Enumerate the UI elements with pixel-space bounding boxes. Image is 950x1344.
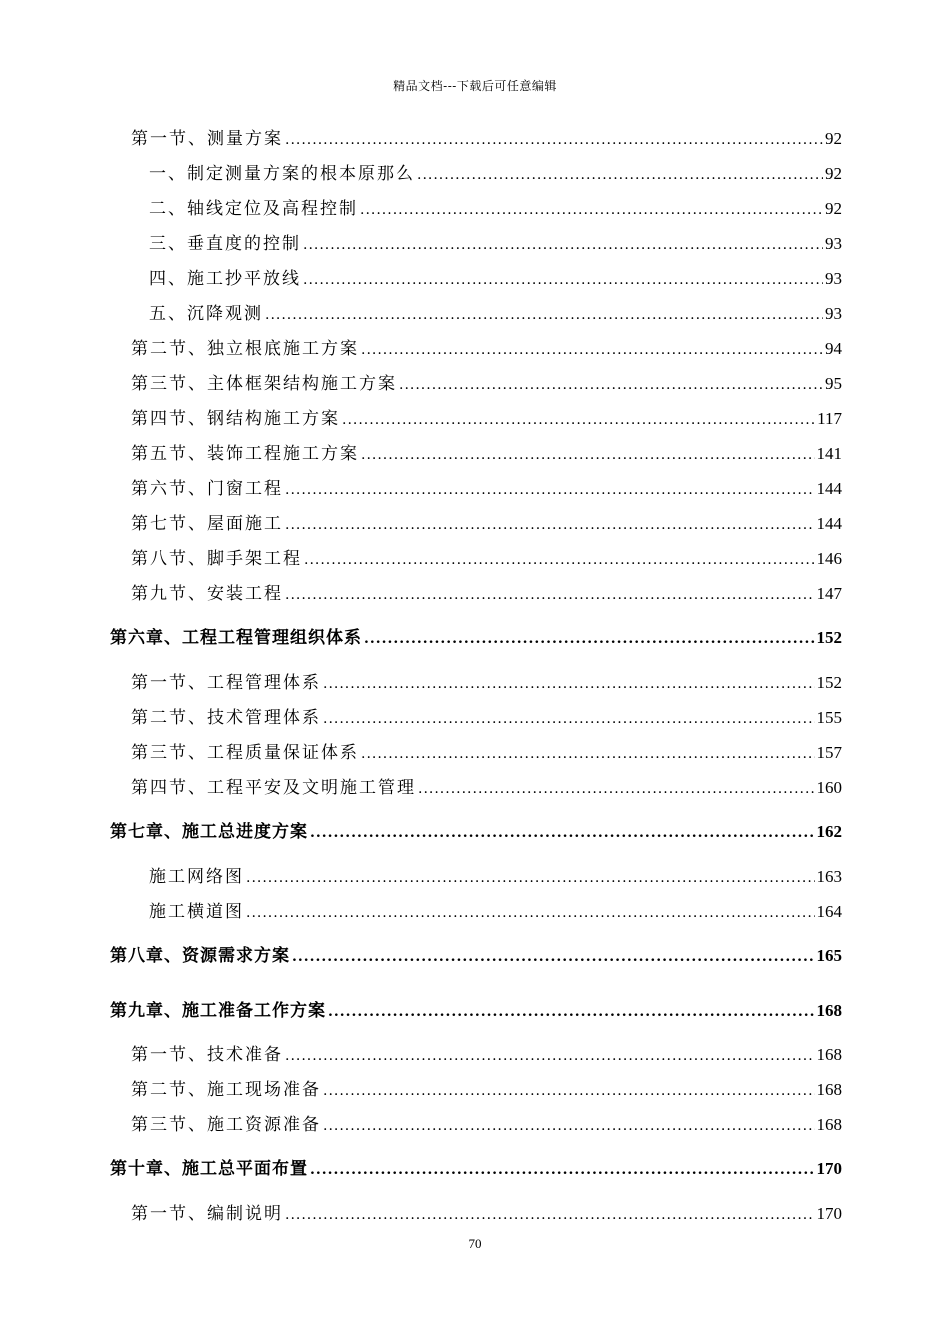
- toc-chapter-entry: [110, 1154, 842, 1179]
- toc-dot-leader: [285, 587, 815, 603]
- toc-entry-label: 第十章、施工总平面布置: [110, 1159, 308, 1179]
- toc-entry-label: 第三节、施工资源准备: [131, 1115, 321, 1135]
- toc-section-entry: [131, 509, 842, 534]
- toc-entry-label: 三、垂直度的控制: [149, 234, 301, 254]
- page-header: 精品文档---下载后可任意编辑: [393, 79, 557, 93]
- toc-entry-label: 第二节、独立根底施工方案: [131, 339, 359, 359]
- toc-dot-leader: [285, 1207, 815, 1223]
- toc-section-entry: [131, 703, 842, 728]
- toc-section-entry: [131, 1199, 842, 1224]
- toc-dot-leader: [310, 1162, 815, 1178]
- toc-entry-page-number: 152: [816, 628, 842, 647]
- toc-dot-leader: [310, 825, 815, 841]
- toc-dot-leader: [360, 202, 823, 218]
- toc-section-entry: [131, 544, 842, 569]
- toc-chapter-entry: [110, 941, 842, 966]
- toc-section-entry: [131, 439, 842, 464]
- toc-entry-label: 五、沉降观测: [149, 304, 263, 324]
- page-number: 70: [468, 1236, 482, 1251]
- toc-dot-leader: [304, 552, 815, 568]
- toc-section-entry: [131, 738, 842, 763]
- toc-entry-page-number: 95: [825, 374, 842, 393]
- toc-entry-label: 第二节、技术管理体系: [131, 708, 321, 728]
- toc-entry-page-number: 160: [816, 778, 842, 797]
- toc-dot-leader: [417, 167, 823, 183]
- toc-dot-leader: [361, 447, 815, 463]
- toc-chapter-entry: [110, 817, 842, 842]
- toc-dot-leader: [246, 870, 815, 886]
- toc-entry-page-number: 162: [816, 822, 842, 841]
- toc-dot-leader: [292, 949, 815, 965]
- toc-entry-page-number: 93: [825, 269, 842, 288]
- toc-entry-label: 第八节、脚手架工程: [131, 549, 302, 569]
- toc-entry-page-number: 168: [816, 1045, 842, 1064]
- toc-entry-page-number: 146: [816, 549, 842, 568]
- toc-dot-leader: [285, 132, 823, 148]
- toc-entry-page-number: 163: [816, 867, 842, 886]
- toc-entry-label: 第七章、施工总进度方案: [110, 822, 308, 842]
- toc-dot-leader: [285, 517, 815, 533]
- toc-dot-leader: [303, 237, 823, 253]
- toc-entry-label: 二、轴线定位及高程控制: [149, 199, 358, 219]
- toc-section-entry: [131, 124, 842, 149]
- toc-dot-leader: [418, 781, 815, 797]
- toc-dot-leader: [364, 631, 815, 647]
- toc-section-entry: [131, 579, 842, 604]
- toc-entry-page-number: 168: [816, 1001, 842, 1020]
- toc-entry-label: 第四节、钢结构施工方案: [131, 409, 340, 429]
- toc-entry-page-number: 152: [816, 673, 842, 692]
- toc-entry-page-number: 170: [816, 1204, 842, 1223]
- toc-entry-page-number: 117: [817, 409, 842, 428]
- toc-entry-page-number: 92: [825, 129, 842, 148]
- toc-entry-label: 第一节、技术准备: [131, 1045, 283, 1065]
- toc-entry-label: 第一节、工程管理体系: [131, 673, 321, 693]
- toc-dot-leader: [342, 412, 815, 428]
- toc-dot-leader: [323, 1083, 815, 1099]
- toc-dot-leader: [323, 1118, 815, 1134]
- toc-entry-page-number: 94: [825, 339, 842, 358]
- toc-entry-page-number: 157: [816, 743, 842, 762]
- toc-entry-label: 第一节、测量方案: [131, 129, 283, 149]
- toc-entry-label: 第二节、施工现场准备: [131, 1080, 321, 1100]
- toc-entry-label: 第四节、工程平安及文明施工管理: [131, 778, 416, 798]
- toc-entry-label: 第九章、施工准备工作方案: [110, 1001, 326, 1021]
- toc-section-entry: [131, 369, 842, 394]
- toc-dot-leader: [285, 482, 815, 498]
- toc-entry-page-number: 155: [816, 708, 842, 727]
- toc-entry-label: 第八章、资源需求方案: [110, 946, 290, 966]
- toc-dot-leader: [399, 377, 823, 393]
- toc-dot-leader: [361, 746, 815, 762]
- toc-entry-page-number: 93: [825, 304, 842, 323]
- toc-entry-label: 第九节、安装工程: [131, 584, 283, 604]
- toc-section-entry: [131, 668, 842, 693]
- toc-entry-page-number: 93: [825, 234, 842, 253]
- toc-entry-page-number: 170: [816, 1159, 842, 1178]
- toc-dot-leader: [323, 676, 815, 692]
- toc-dot-leader: [328, 1004, 815, 1020]
- toc-entry-page-number: 92: [825, 199, 842, 218]
- toc-item-entry: [149, 229, 842, 254]
- toc-section-entry: [131, 773, 842, 798]
- toc-dot-leader: [285, 1048, 815, 1064]
- toc-entry-page-number: 168: [816, 1115, 842, 1134]
- toc-dot-leader: [361, 342, 823, 358]
- toc-entry-label: 施工横道图: [149, 902, 244, 922]
- toc-item-entry: [149, 862, 842, 887]
- toc-entry-page-number: 165: [816, 946, 842, 965]
- toc-section-entry: [131, 1075, 842, 1100]
- toc-entry-page-number: 141: [816, 444, 842, 463]
- toc-section-entry: [131, 1040, 842, 1065]
- toc-item-entry: [149, 897, 842, 922]
- toc-chapter-entry: [110, 996, 842, 1021]
- toc-section-entry: [131, 404, 842, 429]
- toc-item-entry: [149, 264, 842, 289]
- toc-entry-page-number: 164: [816, 902, 842, 921]
- toc-section-entry: [131, 334, 842, 359]
- toc-dot-leader: [265, 307, 823, 323]
- toc-chapter-entry: [110, 623, 842, 648]
- toc-dot-leader: [303, 272, 823, 288]
- toc-item-entry: [149, 194, 842, 219]
- toc-entry-page-number: 144: [816, 479, 842, 498]
- toc-entry-page-number: 92: [825, 164, 842, 183]
- toc-entry-label: 第七节、屋面施工: [131, 514, 283, 534]
- toc-section-entry: [131, 474, 842, 499]
- toc-entry-label: 第三节、主体框架结构施工方案: [131, 374, 397, 394]
- toc-entry-label: 第一节、编制说明: [131, 1204, 283, 1224]
- toc-dot-leader: [246, 905, 815, 921]
- toc-dot-leader: [323, 711, 815, 727]
- toc-entry-page-number: 168: [816, 1080, 842, 1099]
- toc-entry-page-number: 147: [816, 584, 842, 603]
- toc-entry-label: 第五节、装饰工程施工方案: [131, 444, 359, 464]
- toc-entry-page-number: 144: [816, 514, 842, 533]
- toc-entry-label: 一、制定测量方案的根本原那么: [149, 164, 415, 184]
- toc-entry-label: 第六章、工程工程管理组织体系: [110, 628, 362, 648]
- toc-item-entry: [149, 299, 842, 324]
- toc-entry-label: 第六节、门窗工程: [131, 479, 283, 499]
- toc-entry-label: 四、施工抄平放线: [149, 269, 301, 289]
- toc-item-entry: [149, 159, 842, 184]
- toc-entry-label: 第三节、工程质量保证体系: [131, 743, 359, 763]
- toc-entry-label: 施工网络图: [149, 867, 244, 887]
- toc-section-entry: [131, 1110, 842, 1135]
